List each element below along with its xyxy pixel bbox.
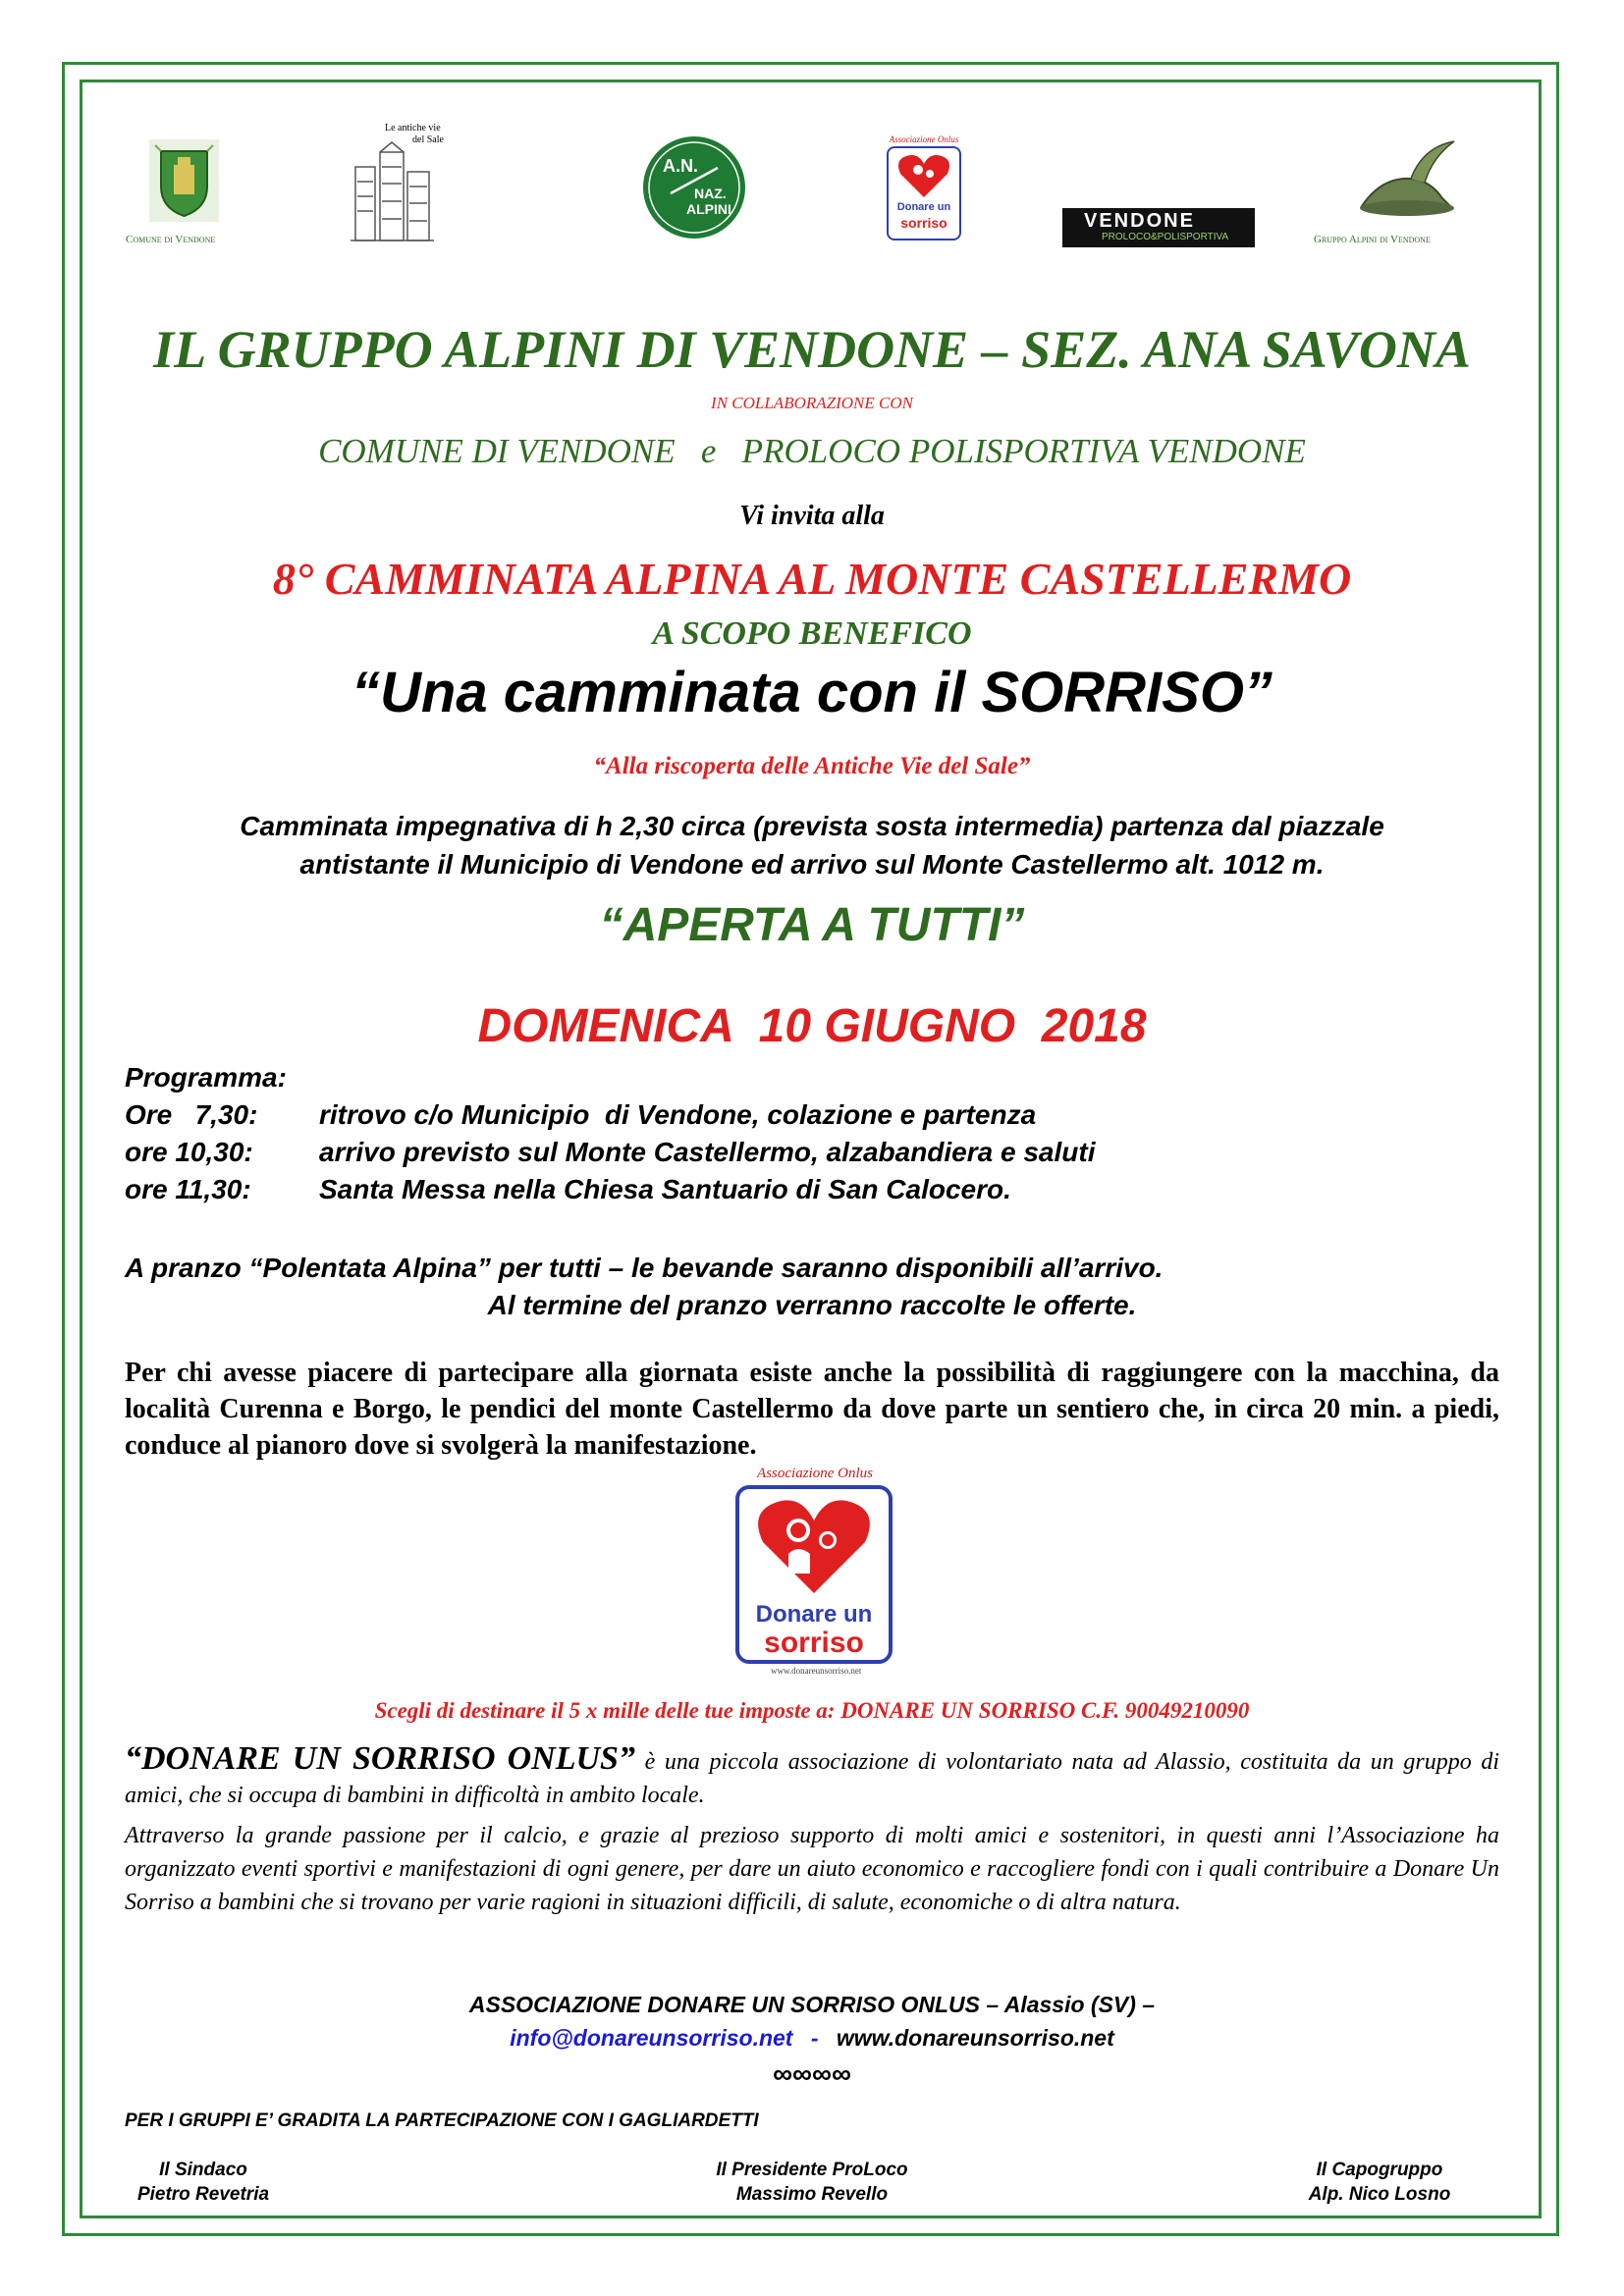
program-text: arrivo previsto sul Monte Castellermo, alzabandiera e saluti — [319, 1137, 1096, 1167]
donare-big-url: www.donareunsorriso.net — [771, 1666, 862, 1676]
event-slogan: “Una camminata con il SORRISO” — [352, 661, 1272, 724]
program-time: ore 10,30: — [125, 1137, 253, 1167]
divider-ornament: ∞∞∞∞ — [773, 2058, 851, 2089]
alpini-caption: Gruppo Alpini di Vendone — [1314, 234, 1431, 245]
donare-small-logo — [879, 134, 969, 244]
association-intro: è una piccola associazione di volontariato nata ad Alassio, costituita da un gruppo di amici, che si occupa di bambini in difficoltà in ambito locale. — [125, 1749, 1499, 1808]
antiche-vie-text-2: del Sale — [412, 134, 444, 145]
organizer-title: IL GRUPPO ALPINI DI VENDONE – SEZ. ANA SAVONA — [153, 320, 1471, 379]
signature-role: Il Presidente ProLoco — [716, 2160, 908, 2180]
access-note: Per chi avesse piacere di partecipare alla giornata esiste anche la possibilità di raggiungere con la macchina, da località Curenna e Borgo, le pendici del monte Castellermo da dove parte un sentiero che, in circa 20 min. a piedi, conduce al pianoro dove si svolgerà la manifestazione. — [125, 1358, 1499, 1461]
ana-logo — [641, 134, 747, 240]
ana-text-2: NAZ. — [694, 186, 727, 201]
lunch-line1: A pranzo “Polentata Alpina” per tutti – le bevande saranno disponibili all’arrivo. — [125, 1253, 1164, 1283]
five-per-mille: Scegli di destinare il 5 x mille delle tue imposte a: DONARE UN SORRISO C.F. 90049210090 — [374, 1698, 1250, 1723]
event-title: 8° CAMMINATA ALPINA AL MONTE CASTELLERMO — [272, 554, 1352, 604]
event-purpose: A SCOPO BENEFICO — [652, 615, 972, 652]
groups-note: PER I GRUPPI E’ GRADITA LA PARTECIPAZIONE CON I GAGLIARDETTI — [125, 2110, 759, 2131]
contact-website[interactable]: www.donareunsorriso.net — [836, 2025, 1114, 2051]
donare-big-logo — [731, 1466, 898, 1680]
event-description-line1: Camminata impegnativa di h 2,30 circa (prevista sosta intermedia) partenza dal piazzale — [240, 811, 1384, 841]
contact-org: ASSOCIAZIONE DONARE UN SORRISO ONLUS – Alassio (SV) – — [468, 1992, 1156, 2017]
signature-name: Alp. Nico Losno — [1308, 2184, 1451, 2205]
signature-name: Pietro Revetria — [136, 2184, 270, 2205]
program-heading: Programma: — [125, 1062, 287, 1093]
program-item — [125, 1137, 1095, 1168]
invite-text: Vi invita alla — [739, 501, 885, 531]
program-item — [125, 1174, 1011, 1205]
donare-small-line1: Donare un — [896, 201, 951, 213]
association-body: Attraverso la grande passione per il calcio, e grazie al prezioso supporto di molti amici e sostenitori, in questi anni l’Associazione ha organizzato eventi sportivi e manifestazioni di ogni genere, per dare un aiuto economico e raccogliere fondi con i quali contribuire a Donare Un Sorriso a bambini che si trovano per varie ragioni in situazioni difficili, di salute, economiche o di altra natura. — [125, 1823, 1499, 1915]
signature-capogruppo — [1286, 2158, 1473, 2207]
collaboration-note: IN COLLABORAZIONE CON — [711, 394, 913, 412]
comune-caption: Comune di Vendone — [126, 234, 216, 245]
contact-separator: - — [810, 2025, 819, 2051]
donare-big-line2: sorriso — [764, 1627, 864, 1659]
program-time: Ore 7,30: — [125, 1099, 258, 1130]
ana-text-1: A.N. — [663, 156, 698, 176]
vendone-proloco-title: VENDONE — [1084, 210, 1195, 232]
contact-email[interactable]: info@donareunsorriso.net — [510, 2025, 793, 2051]
comune-logo — [147, 137, 221, 224]
association-paragraph — [125, 1742, 1499, 1812]
antiche-vie-logo — [346, 123, 444, 245]
alpini-hat-logo — [1352, 137, 1460, 226]
ana-text-3: ALPINI — [686, 201, 731, 217]
signature-sindaco — [115, 2158, 292, 2207]
open-to-all: “APERTA A TUTTI” — [599, 899, 1025, 951]
donare-small-top: Associazione Onlus — [889, 134, 959, 144]
program-text: ritrovo c/o Municipio di Vendone, colazione e partenza — [319, 1099, 1037, 1130]
signature-role: Il Sindaco — [159, 2160, 247, 2180]
program-item — [125, 1099, 1036, 1131]
alpine-hat-icon — [1352, 137, 1460, 226]
signature-role: Il Capogruppo — [1316, 2160, 1443, 2180]
contact-links — [0, 2025, 1624, 2052]
signature-name: Massimo Revello — [735, 2184, 889, 2205]
program-text: Santa Messa nella Chiesa Santuario di San Calocero. — [319, 1174, 1011, 1204]
association-name: “DONARE UN SORRISO ONLUS” — [125, 1740, 635, 1777]
coat-of-arms-icon — [147, 137, 221, 224]
lunch-line2: Al termine del pranzo verranno raccolte le offerte. — [487, 1290, 1137, 1320]
partners: COMUNE DI VENDONE e PROLOCO POLISPORTIVA VENDONE — [318, 432, 1306, 470]
antiche-vie-text-1: Le antiche vie — [385, 123, 441, 133]
event-subtitle: “Alla riscoperta delle Antiche Vie del Sale” — [593, 753, 1031, 779]
event-date: DOMENICA 10 GIUGNO 2018 — [477, 1000, 1147, 1052]
program-time: ore 11,30: — [125, 1174, 251, 1204]
signature-presidente — [640, 2158, 984, 2207]
heart-family-icon — [753, 1495, 875, 1597]
donare-small-line2: sorriso — [900, 215, 947, 231]
vendone-proloco-subtitle: PROLOCO&POLISPORTIVA — [1102, 232, 1229, 242]
donare-big-line1: Donare un — [755, 1601, 873, 1628]
vendone-proloco-logo — [1062, 208, 1255, 247]
donare-big-top: Associazione Onlus — [757, 1466, 873, 1481]
heart-family-icon — [896, 152, 951, 199]
event-description-line2: antistante il Municipio di Vendone ed arrivo sul Monte Castellermo alt. 1012 m. — [299, 849, 1325, 880]
